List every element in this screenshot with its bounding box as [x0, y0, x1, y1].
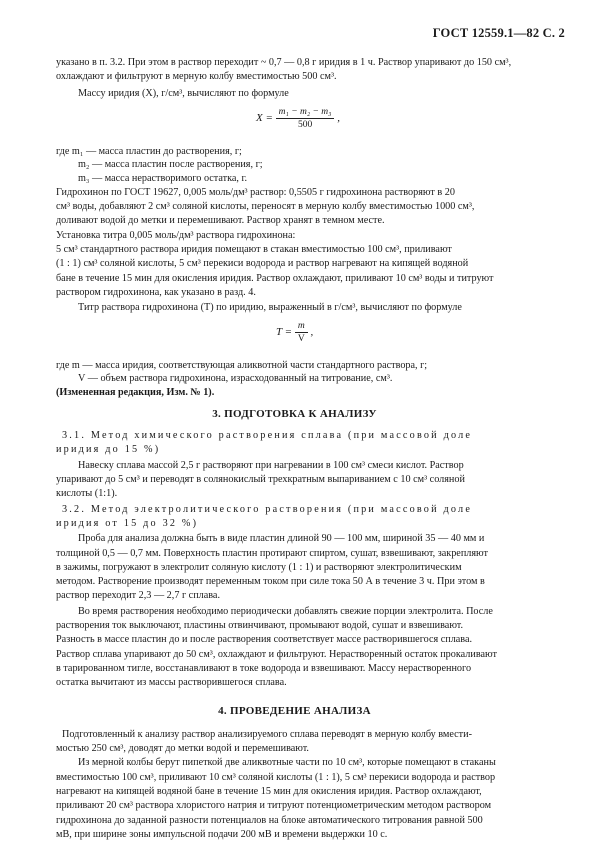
section-3-heading: 3. ПОДГОТОВКА К АНАЛИЗУ [212, 408, 377, 421]
s32-body-line-1: Проба для анализа должна быть в виде пластин длиной 90 — 100 мм, шириной 35 — 40 мм и [78, 533, 485, 545]
page-header: ГОСТ 12559.1—82 С. 2 [432, 26, 565, 40]
s31-body-line-2: упаривают до 5 см³ и переводят в солянокислый трехкратным выпариванием с 10 см³ соляной [56, 474, 465, 485]
hydroquinone-line-3: доливают водой до метки и перемешивают. Раствор хранят в темном месте. [56, 215, 385, 227]
titer-line-1: 5 см³ стандартного раствора иридия помещают в стакан вместимостью 100 см³, приливают [56, 244, 452, 255]
hydroquinone-line-1: Гидрохинон по ГОСТ 19627, 0,005 моль/дм³ раствор: 0,5505 г гидрохинона растворяют в 20 [56, 186, 455, 198]
formula-titer-fraction [295, 321, 308, 344]
formula-titer-denominator: V [297, 334, 305, 345]
formula-mass-numerator: m₁ − m₂ − m₃ [276, 107, 335, 119]
titer-line-2 [56, 257, 468, 270]
titer-formula-intro: Титр раствора гидрохинона (T) по иридию, выраженный в г/см³, вычисляют по формуле [78, 302, 462, 314]
where1-line-2: m₂ — масса пластин после растворения, г; [78, 159, 263, 171]
s32-body2-line-3: Разность в массе пластин до и после растворения соответствует массе растворившегося сплава. [56, 634, 473, 646]
s32-body2-line-1: Во время растворения необходимо периодически добавлять свежие порции электролита. После [78, 605, 493, 617]
where1-line-1: где m₁ — масса пластин до растворения, г; [56, 145, 242, 157]
where1-line-3: m₃ — масса нерастворимого остатка, г. [78, 172, 248, 184]
formula-titer-lhs: T = [276, 326, 293, 339]
s32-body2-line-6: остатка вычитают из массы растворившегося сплава. [56, 677, 287, 689]
s32-body-line-4: методом. Растворение производят переменным током при силе тока 50 А в течение 3 ч. При этом в [56, 576, 485, 588]
hydroquinone-line-2: см³ воды, добавляют 2 см³ соляной кислоты, переносят в мерную колбу вместимостью 1000 см³, [56, 201, 475, 213]
s32-title-line-1: 3.2. Метод электролитического растворения (при массовой доле [62, 503, 473, 515]
s4-body2-line-2: вместимостью 100 см³, приливают 10 см³ соляной кислоты (1 : 1), 5 см³ перекиси водорода и раствор [56, 771, 496, 783]
formula-titer-numerator: m [295, 321, 308, 333]
titer-line-3: бане в течение 15 мин для окисления иридия. Раствор охлаждают, приливают 10 см³ воды и титруют [56, 272, 494, 284]
s4-body2-line-6: мВ, при ширине зоны импульсной подачи 200 мВ и времени выдержки 10 с. [56, 829, 388, 840]
formula-mass-lhs: X = [256, 111, 273, 124]
s4-body2-line-4: приливают 20 см³ раствора хлористого натрия и титруют потенциометрическим методом раствором [56, 800, 492, 812]
s31-title-line-2: иридия до 15 %) [56, 444, 161, 456]
intro-line-2: охлаждают и фильтруют в мерную колбу вместимостью 500 см³. [56, 71, 337, 83]
titer-title: Установка титра 0,005 моль/дм³ раствора гидрохинона: [56, 229, 296, 241]
intro-line-1: указано в п. 3.2. При этом в раствор переходит ~ 0,7 — 0,8 г иридия в 1 ч. Раствор упаривают до 150 см³, [56, 57, 512, 68]
s32-title-line-2: иридия от 15 до 32 %) [56, 517, 199, 529]
formula-mass-fraction [276, 107, 335, 130]
s32-body2-line-4: Раствор сплава упаривают до 50 см³, охлаждают и фильтруют. Нерастворенный остаток прокаливают [56, 648, 497, 660]
titer-line-4: раствором гидрохинона, как указано в разд. 4. [56, 287, 256, 298]
s32-body-line-5: раствор переходит 2,3 — 2,7 г сплава. [56, 590, 221, 602]
s4-body-line-1: Подготовленный к анализу раствор анализируемого сплава переводят в мерную колбу вмести- [62, 728, 472, 740]
revision-note: (Измененная редакция, Изм. № 1). [56, 387, 215, 399]
formula-titer [276, 321, 313, 344]
titer-line-2-rest: , 5 см³ перекиси водорода и раствор нагревают на кипящей водяной [174, 258, 469, 270]
s31-body-line-1: Навеску сплава массой 2,5 г растворяют при нагревании в 100 см³ смеси кислот. Раствор [78, 459, 464, 471]
section-4-heading: 4. ПРОВЕДЕНИЕ АНАЛИЗА [218, 704, 371, 717]
formula-mass-denominator: 500 [297, 119, 313, 130]
s4-body2-line-3: нагревают на кипящей водяной бане в течение 15 мин для окисления иридия. Раствор охлаждают, [56, 786, 482, 798]
s32-body-line-3: в зажимы, погружают в электролит соляную кислоту (1 : 1) и растворяют электролитическим [56, 561, 462, 573]
where2-line-1: где m — масса иридия, соответствующая аликвотной части стандартного раствора, г; [56, 359, 428, 371]
s32-body2-line-5: в тарированном тигле, восстанавливают в токе водорода и взвешивают. Массу нерастворенного [56, 663, 472, 674]
s31-body-line-3: кислоты (1:1). [56, 488, 118, 500]
formula-titer-tail: , [310, 326, 314, 339]
s32-body-line-2: толщиной 0,5 — 0,7 мм. Поверхность пластин протирают спиртом, сушат, взвешивают, закрепляют [56, 547, 488, 559]
s4-body-line-2: мостью 250 см³, доводят до метки водой и перемешивают. [56, 743, 309, 755]
s31-title-line-1: 3.1. Метод химического растворения сплава (при массовой доле [62, 430, 473, 442]
s4-body2-line-1: Из мерной колбы берут пипеткой две аликвотные части по 10 см³, которые помещают в стаканы [78, 757, 496, 769]
s4-body2-line-5: гидрохинона до заданной разности потенциалов на блоке автоматического титрования равной 500 [56, 814, 483, 826]
formula-mass [256, 107, 340, 130]
s32-body2-line-2: растворения ток выключают, пластины отвинчивают, промывают водой, сушат и взвешивают. [56, 620, 464, 631]
formula-mass-tail: , [337, 111, 340, 124]
where2-line-2: V — объем раствора гидрохинона, израсходованный на титрование, см³. [78, 372, 393, 384]
titer-line-2-prefix: (1 : 1) см³ соляной кислоты [56, 258, 175, 270]
mass-formula-intro: Массу иридия (X), г/см³, вычисляют по формуле [78, 87, 289, 99]
